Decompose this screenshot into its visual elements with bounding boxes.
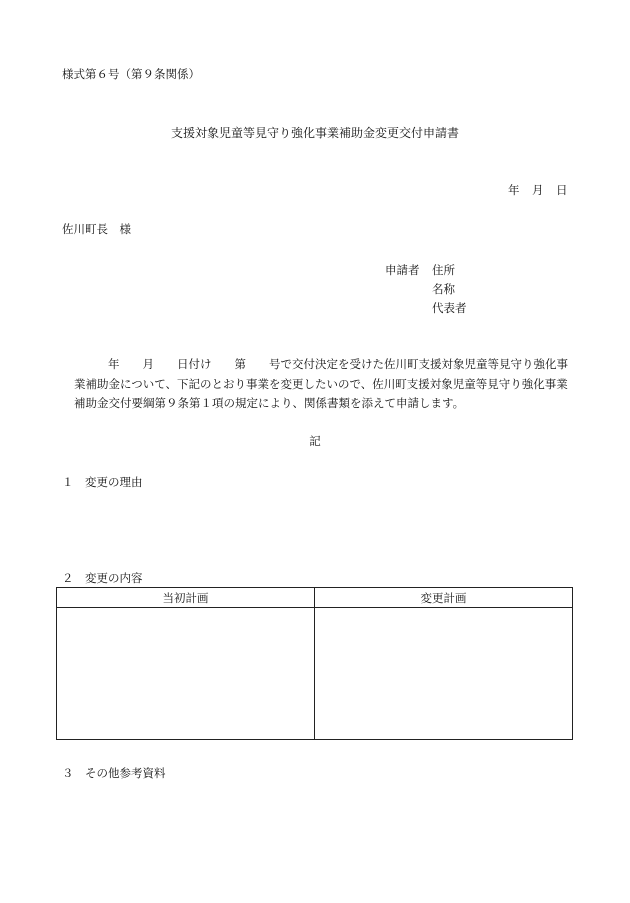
representative-label: 代表者 [432,301,467,315]
original-plan-header: 当初計画 [57,588,315,608]
body-line-3: 補助金交付要綱第９条第１項の規定により、関係書類を添えて申請します。 [74,396,465,410]
section-other-materials: ３ その他参考資料 [62,766,166,780]
change-content-table [56,587,573,740]
addressee: 佐川町長 様 [62,222,131,236]
application-body [74,355,574,414]
document-title: 支援対象児童等見守り強化事業補助金変更交付申請書 [170,126,459,140]
name-label: 名称 [432,282,455,296]
original-plan-cell[interactable] [57,608,315,740]
changed-plan-header: 変更計画 [315,588,573,608]
form-number: 様式第６号（第９条関係） [62,67,200,81]
ki-heading: 記 [309,434,321,448]
body-line-2: 業補助金について、下記のとおり事業を変更したいので、佐川町支援対象児童等見守り強化事業 [74,376,568,391]
date-line: 年 月 日 [508,183,568,197]
changed-plan-cell[interactable] [315,608,573,740]
applicant-label: 申請者 [385,263,420,277]
address-label: 住所 [432,263,455,277]
section-change-reason: １ 変更の理由 [62,475,143,489]
section-change-content: ２ 変更の内容 [62,571,143,585]
body-line-1: 年 月 日付け 第 号で交付決定を受けた佐川町支援対象児童等見守り強化事 [108,357,568,371]
